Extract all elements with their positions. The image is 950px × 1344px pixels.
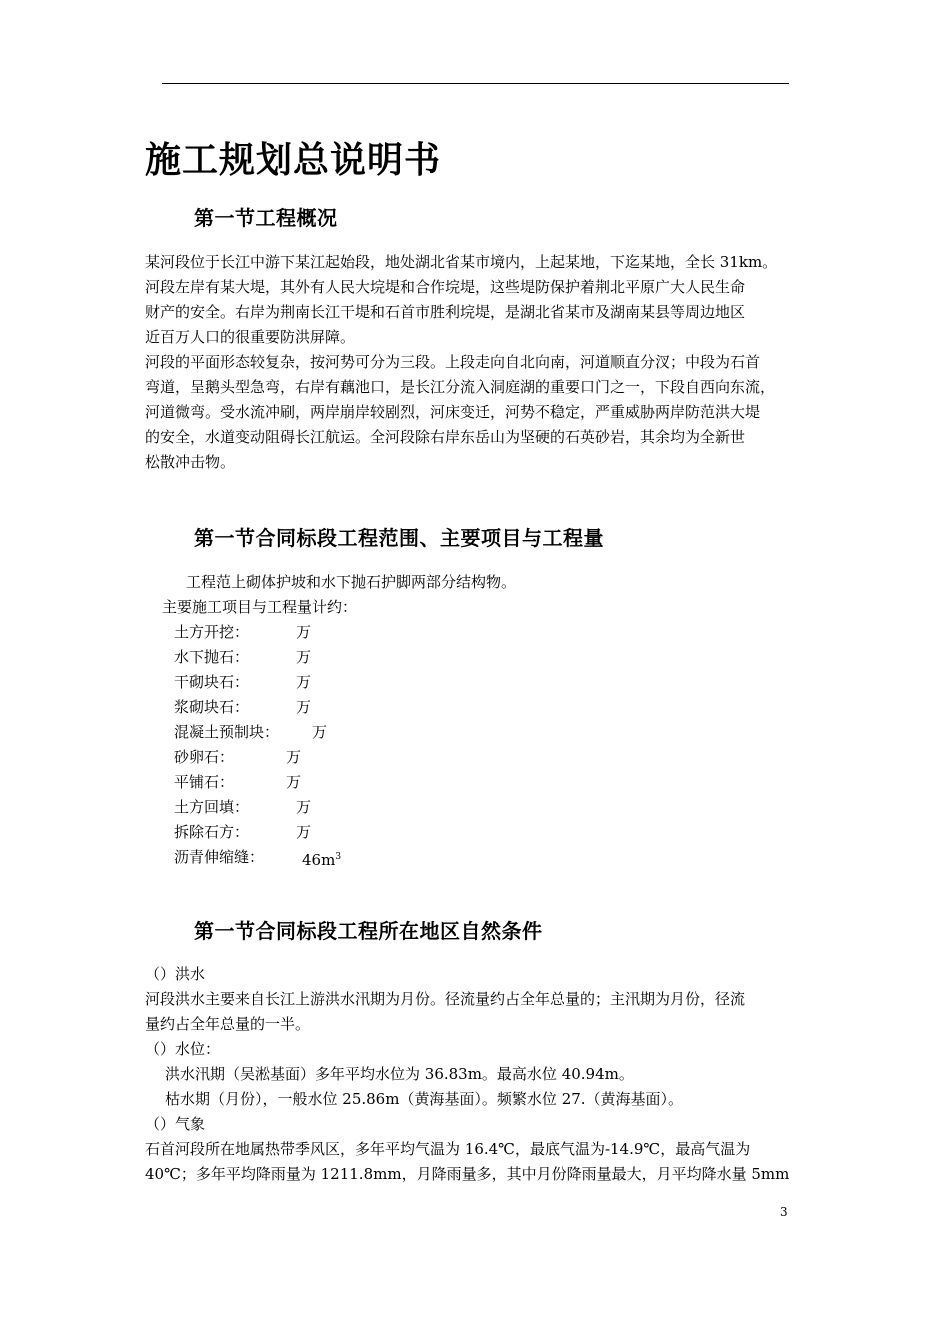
flood-label: （）洪水 xyxy=(145,965,206,983)
section1-heading: 第一节工程概况 xyxy=(194,206,338,230)
quantity-unit: 万 xyxy=(286,748,302,766)
quantity-label: 拆除石方： xyxy=(174,823,250,841)
water-level-label: （）水位： xyxy=(145,1040,221,1058)
section3-body xyxy=(145,962,789,1187)
quantity-value: 46m xyxy=(302,851,336,869)
paragraph-line: 40℃；多年平均降雨量为 1211.8mm，月降雨量多，其中月份降雨量最大，月平均降水量 5mm xyxy=(145,1165,790,1183)
document-title: 施工规划总说明书 xyxy=(145,139,442,181)
quantity-unit: 万 xyxy=(286,773,302,791)
paragraph-line: 某河段位于长江中游下某江起始段，地处湖北省某市境内，上起某地，下迄某地，全长 31km。 xyxy=(145,253,778,271)
quantity-item xyxy=(174,745,302,770)
quantity-item xyxy=(174,645,312,670)
quantity-item xyxy=(174,670,312,695)
paragraph-line: 石首河段所在地属热带季风区，多年平均气温为 16.4℃，最底气温为-14.9℃，最高气温为 xyxy=(145,1140,751,1158)
section2-heading: 第一节合同标段工程范围、主要项目与工程量 xyxy=(194,526,604,550)
quantity-item xyxy=(174,770,302,795)
paragraph-line: 财产的安全。右岸为荆南长江干堤和石首市胜利垸堤，是湖北省某市及湖南某县等周边地区 xyxy=(145,303,746,321)
section2-intro-scope: 工程范上砌体护坡和水下抛石护脚两部分结构物。 xyxy=(186,573,517,591)
quantity-unit xyxy=(302,845,341,873)
paragraph-line: 枯水期（月份），一般水位 25.86m（黄海基面）。频繁水位 27.（黄海基面）。 xyxy=(165,1090,684,1108)
quantity-unit: 万 xyxy=(296,798,312,816)
paragraph-line: 量约占全年总量的一半。 xyxy=(145,1015,311,1033)
paragraph-line: 洪水汛期（吴淞基面）多年平均水位为 36.83m。最高水位 40.94m。 xyxy=(165,1065,634,1083)
quantity-item xyxy=(174,620,312,645)
quantity-label: 干砌块石： xyxy=(174,673,250,691)
quantity-unit: 万 xyxy=(296,623,312,641)
quantity-unit: 万 xyxy=(296,698,312,716)
paragraph-line: 弯道，呈鹅头型急弯，右岸有藕池口，是长江分流入洞庭湖的重要口门之一，下段自西向东流， xyxy=(145,378,776,396)
paragraph-line: 的安全，水道变动阻碍长江航运。全河段除右岸东岳山为坚硬的石英砂岩，其余均为全新世 xyxy=(145,428,746,446)
quantity-label: 沥青伸缩缝： xyxy=(174,848,265,866)
section1-body xyxy=(145,250,777,475)
quantity-item xyxy=(174,795,312,820)
quantity-label: 平铺石： xyxy=(174,773,235,791)
section3-heading: 第一节合同标段工程所在地区自然条件 xyxy=(194,919,543,943)
quantity-label: 水下抛石： xyxy=(174,648,250,666)
paragraph-line: 河段的平面形态较复杂，按河势可分为三段。上段走向自北向南，河道顺直分汊；中段为石首 xyxy=(145,353,761,371)
quantity-item xyxy=(174,820,312,845)
quantity-label: 土方开挖： xyxy=(174,623,250,641)
quantity-label: 混凝土预制块： xyxy=(174,723,280,741)
paragraph-line: 河段左岸有某大堤，其外有人民大垸堤和合作垸堤，这些堤防保护着荆北平原广大人民生命 xyxy=(145,278,746,296)
unit-superscript: 3 xyxy=(335,852,342,862)
quantity-unit: 万 xyxy=(296,823,312,841)
paragraph-line: 近百万人口的很重要防洪屏障。 xyxy=(145,328,356,346)
quantity-unit: 万 xyxy=(296,648,312,666)
quantity-unit: 万 xyxy=(312,723,328,741)
page-number: 3 xyxy=(780,1205,788,1219)
quantity-label: 砂卵石： xyxy=(174,748,235,766)
paragraph-line: 松散冲击物。 xyxy=(145,453,236,471)
quantity-item xyxy=(174,845,342,870)
quantity-label: 土方回填： xyxy=(174,798,250,816)
climate-label: （）气象 xyxy=(145,1115,206,1133)
paragraph-line: 河段洪水主要来自长江上游洪水汛期为月份。径流量约占全年总量的；主汛期为月份，径流 xyxy=(145,990,746,1008)
quantity-unit: 万 xyxy=(296,673,312,691)
quantity-item xyxy=(174,695,312,720)
section2-intro-items: 主要施工项目与工程量计约： xyxy=(162,598,358,616)
paragraph-line: 河道微弯。受水流冲刷，两岸崩岸较剧烈，河床变迁，河势不稳定，严重威胁两岸防范洪大堤 xyxy=(145,403,761,421)
header-rule xyxy=(162,83,789,84)
quantity-item xyxy=(174,720,328,745)
quantity-label: 浆砌块石： xyxy=(174,698,250,716)
